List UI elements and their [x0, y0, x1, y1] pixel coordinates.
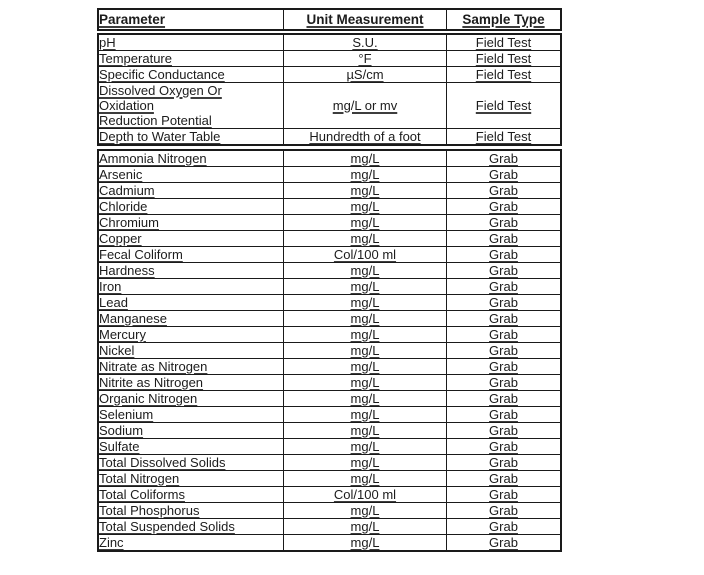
parameter-cell: Chromium [99, 215, 159, 230]
unit-cell: Col/100 ml [333, 247, 397, 262]
sample-type-cell: Grab [489, 295, 518, 310]
table-row [98, 359, 561, 375]
sample-type-cell: Field Test [475, 35, 532, 50]
table-row [98, 215, 561, 231]
table-row [98, 247, 561, 263]
parameter-cell: Organic Nitrogen [99, 391, 198, 406]
parameter-cell: Chloride [99, 199, 148, 214]
table-row [98, 439, 561, 455]
parameter-cell: Selenium [99, 407, 154, 422]
field-test-table-section [97, 33, 562, 146]
table-row [98, 199, 561, 215]
parameter-line: Dissolved Oxygen Or [99, 83, 222, 98]
table-row [98, 519, 561, 535]
parameter-cell: Hardness [99, 263, 155, 278]
unit-cell: mg/L [350, 503, 380, 518]
table-row [98, 327, 561, 343]
table-row [98, 263, 561, 279]
sample-type-cell: Grab [489, 343, 518, 358]
sample-type-cell: Grab [489, 183, 518, 198]
unit-cell: mg/L [350, 199, 380, 214]
sample-type-cell: Grab [489, 423, 518, 438]
unit-cell: mg/L [350, 359, 380, 374]
table-row [98, 391, 561, 407]
unit-cell: mg/L [350, 343, 380, 358]
sample-type-cell: Field Test [475, 67, 532, 82]
table-row [98, 343, 561, 359]
unit-cell: mg/L [350, 295, 380, 310]
table-row [98, 503, 561, 519]
grab-table-section [97, 149, 562, 552]
parameter-cell: Depth to Water Table [99, 129, 221, 144]
parameter-cell: Mercury [99, 327, 146, 342]
parameter-cell: Ammonia Nitrogen [99, 151, 207, 166]
unit-cell: mg/L [350, 375, 380, 390]
sample-type-cell: Grab [489, 167, 518, 182]
parameter-cell [98, 83, 284, 129]
parameter-cell: Total Nitrogen [99, 471, 180, 486]
unit-cell: mg/L [350, 311, 380, 326]
parameter-cell: Copper [99, 231, 142, 246]
sample-type-cell: Grab [489, 247, 518, 262]
unit-cell: S.U. [352, 35, 378, 50]
parameter-cell: Sodium [99, 423, 144, 438]
sample-type-cell: Grab [489, 375, 518, 390]
sample-type-cell: Grab [489, 391, 518, 406]
parameter-cell: Fecal Coliform [99, 247, 183, 262]
parameter-cell: pH [99, 35, 116, 50]
table-row [98, 129, 561, 146]
sample-type-cell: Field Test [475, 129, 532, 144]
parameter-cell: Specific Conductance [99, 67, 225, 82]
parameter-cell: Nickel [99, 343, 135, 358]
table-row [98, 167, 561, 183]
sample-type-cell: Grab [489, 471, 518, 486]
sample-type-cell: Grab [489, 151, 518, 166]
unit-cell: mg/L [350, 455, 380, 470]
unit-cell: mg/L [350, 423, 380, 438]
table-row [98, 34, 561, 51]
unit-cell: mg/L or mv [332, 98, 398, 113]
table-row [98, 535, 561, 552]
sample-type-cell: Grab [489, 439, 518, 454]
table-row [98, 455, 561, 471]
unit-cell: mg/L [350, 327, 380, 342]
column-header-sample-type: Sample Type [462, 12, 545, 27]
parameter-cell: Nitrate as Nitrogen [99, 359, 208, 374]
sample-type-cell: Grab [489, 311, 518, 326]
table-row [98, 471, 561, 487]
header-row [98, 9, 561, 30]
unit-cell: Hundredth of a foot [309, 129, 421, 144]
table-row [98, 423, 561, 439]
sample-type-cell: Grab [489, 215, 518, 230]
sample-type-cell: Grab [489, 279, 518, 294]
unit-cell: mg/L [350, 519, 380, 534]
parameter-cell: Total Phosphorus [99, 503, 200, 518]
sample-type-cell: Grab [489, 503, 518, 518]
table-row [98, 487, 561, 503]
table-row [98, 295, 561, 311]
parameter-line: Reduction Potential [99, 113, 212, 128]
sample-type-cell: Grab [489, 455, 518, 470]
sample-type-cell: Grab [489, 407, 518, 422]
unit-cell: mg/L [350, 439, 380, 454]
table-row [98, 183, 561, 199]
table-row [98, 67, 561, 83]
unit-cell: mg/L [350, 535, 380, 550]
parameter-cell: Manganese [99, 311, 167, 326]
sample-type-cell: Grab [489, 519, 518, 534]
unit-cell: mg/L [350, 407, 380, 422]
parameter-cell: Nitrite as Nitrogen [99, 375, 204, 390]
sample-type-cell: Grab [489, 199, 518, 214]
table-row [98, 231, 561, 247]
parameter-cell: Arsenic [99, 167, 143, 182]
sample-type-cell: Grab [489, 359, 518, 374]
parameter-cell: Iron [99, 279, 122, 294]
table-row [98, 83, 561, 129]
parameter-cell: Total Dissolved Solids [99, 455, 226, 470]
column-header-parameter: Parameter [99, 12, 166, 27]
sample-type-cell: Field Test [475, 51, 532, 66]
sample-type-cell: Grab [489, 487, 518, 502]
unit-cell: Col/100 ml [333, 487, 397, 502]
unit-cell: mg/L [350, 471, 380, 486]
unit-cell: mg/L [350, 263, 380, 278]
sample-type-cell: Grab [489, 327, 518, 342]
table-row [98, 150, 561, 167]
column-header-unit-measurement: Unit Measurement [306, 12, 424, 27]
sample-type-cell: Grab [489, 535, 518, 550]
sampling-parameters-document [97, 8, 562, 552]
unit-cell: mg/L [350, 151, 380, 166]
table-row [98, 279, 561, 295]
unit-cell: mg/L [350, 391, 380, 406]
unit-cell: mg/L [350, 183, 380, 198]
parameter-cell: Cadmium [99, 183, 155, 198]
table-row [98, 375, 561, 391]
unit-cell: mg/L [350, 215, 380, 230]
table-row [98, 407, 561, 423]
sample-type-cell: Grab [489, 263, 518, 278]
unit-cell: mg/L [350, 279, 380, 294]
parameter-cell: Total Suspended Solids [99, 519, 235, 534]
unit-cell: mg/L [350, 231, 380, 246]
sample-type-cell: Grab [489, 231, 518, 246]
parameter-line: Oxidation [99, 98, 154, 113]
parameter-cell: Temperature [99, 51, 172, 66]
table-row [98, 51, 561, 67]
unit-cell: mg/L [350, 167, 380, 182]
unit-cell: µS/cm [346, 67, 384, 82]
parameter-cell: Sulfate [99, 439, 140, 454]
parameter-cell: Zinc [99, 535, 124, 550]
table-header-section [97, 8, 562, 31]
parameter-cell: Lead [99, 295, 128, 310]
sample-type-cell: Field Test [475, 98, 532, 113]
unit-cell: °F [358, 51, 372, 66]
parameter-cell: Total Coliforms [99, 487, 185, 502]
table-row [98, 311, 561, 327]
